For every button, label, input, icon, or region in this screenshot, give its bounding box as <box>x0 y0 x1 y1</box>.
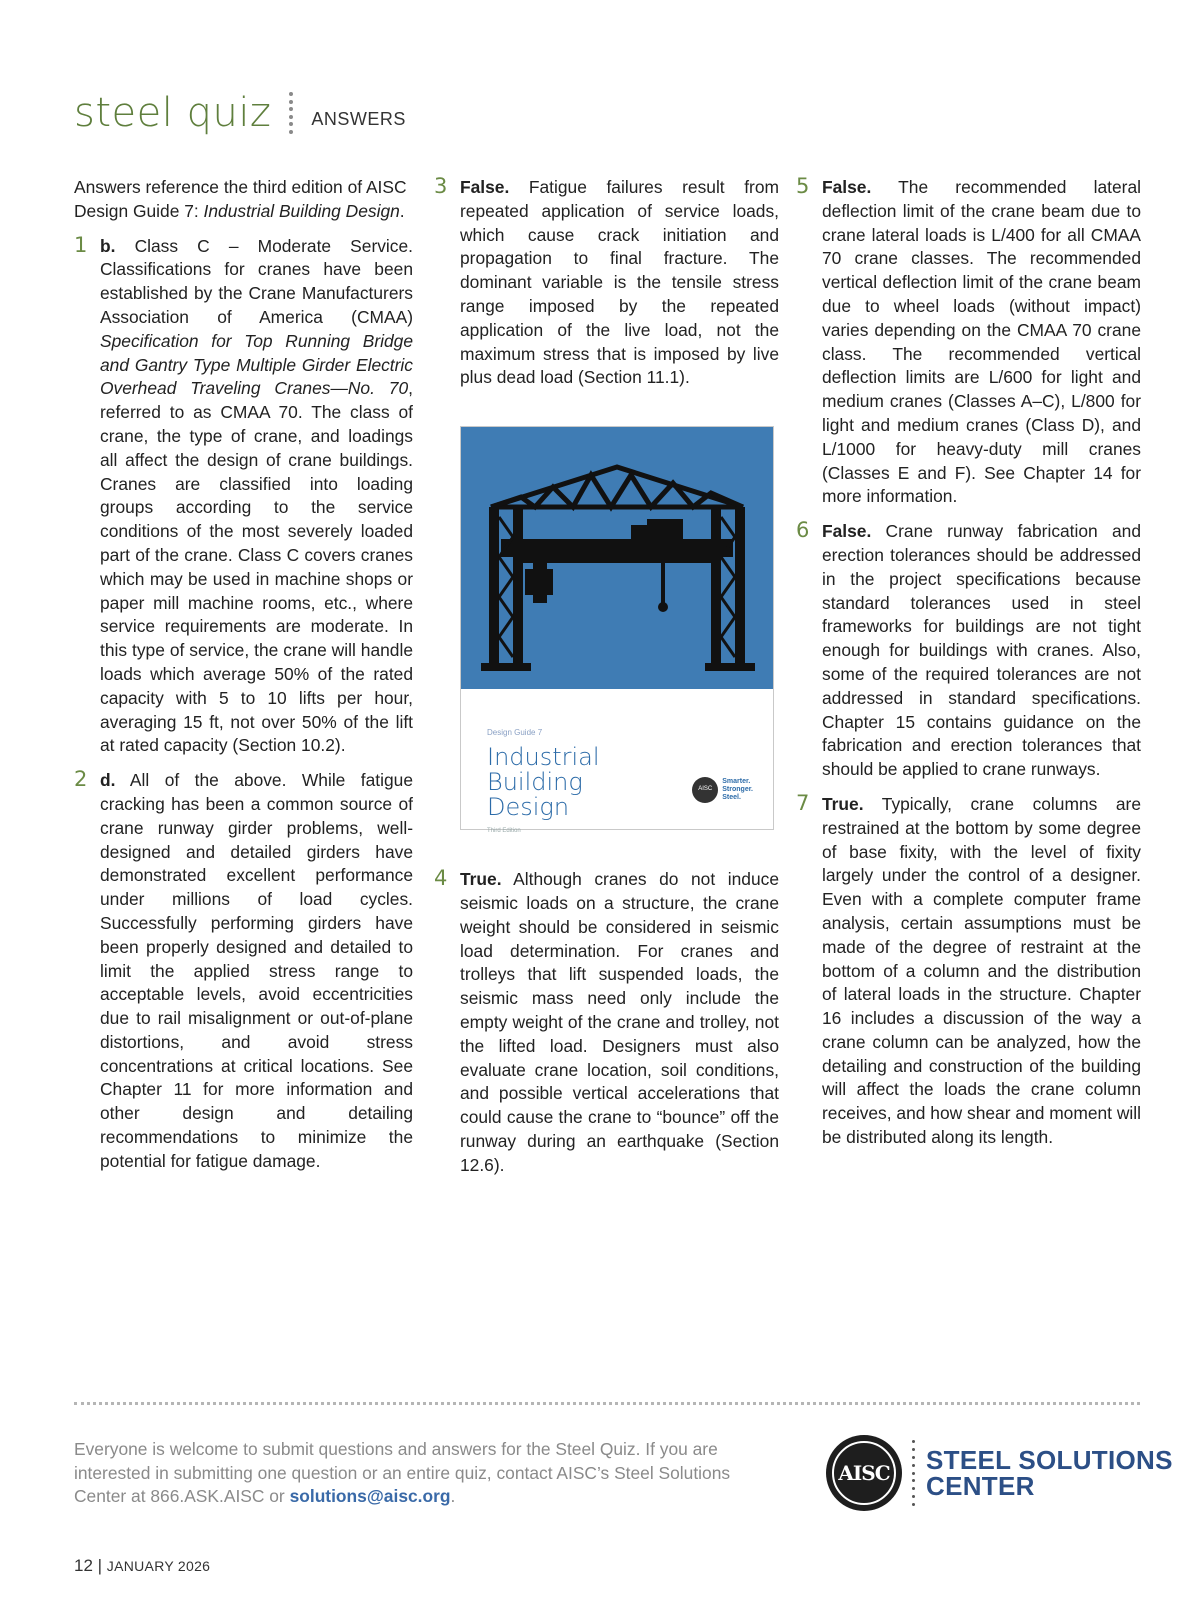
answer-7: 7 True. Typically, crane columns are restrained at the bottom by some degree of base fixity, with the level of fixity largely under the control of a designer. Even with a complete computer frame analysis, certain assumptions must be made of the degree of restraint at the bottom of a column and the distribution of lateral loads in the structure. Chapter 16 includes a discussion of the way a crane column can be analyzed, how the detailing and construction of the building will affect the loads the crane column receives, and how shear and moment will be distributed along its length. <box>796 790 1141 1148</box>
answer-lead: True. <box>822 793 864 814</box>
cover-title-line: Building <box>487 767 583 796</box>
answer-5: 5 False. The recommended lateral deflection limit of the crane beam due to crane lateral loads is L/400 for all CMAA 70 crane classes. The recommended vertical deflection limit of the crane beam due to wheel loads (without impact) varies depending on the CMAA 70 crane class. The recommended vertical deflection limits are L/600 for light and medium cranes (Classes A–C), L/800 for light and medium cranes (Class D), and L/1000 for heavy-duty mill cranes (Classes E and F). See Chapter 14 for more information. <box>796 174 1141 507</box>
answer-2: 2 d. All of the above. While fatigue cracking has been a common source of crane runway girder problems, well-designed and detailed girders have demonstrated excellent performance under millions of load cycles. Successfully performing girders have been properly designed and detailed to limit the applied stress range to acceptable levels, avoid eccentricities due to rail misalignment or out-of-plane distortions, and avoid stress concentrations at critical locations. See Chapter 11 for more information and other design and detailing recommendations to minimize the potential for fatigue damage. <box>74 767 413 1171</box>
logo-divider <box>912 1440 916 1506</box>
answer-lead: False. <box>460 177 510 197</box>
answer-6: 6 False. Crane runway fabrication and erection tolerances should be addressed in the project specifications because standard tolerances used in steel frameworks for buildings are not tight enough for buildings with cranes. Also, some of the required tolerances are not addressed in standard specifications. Chapter 15 contains guidance on the fabrication and erection tolerances that should be applied to crane runways. <box>796 518 1141 780</box>
page-title: steel quiz <box>74 90 272 136</box>
cover-title-block <box>487 721 600 844</box>
answer-number: 3 <box>434 174 448 198</box>
page-header <box>74 90 406 136</box>
logo-wordmark: STEEL SOLUTIONS CENTER <box>926 1445 1173 1501</box>
intro-paragraph: Answers reference the third edition of AISC Design Guide 7: Industrial Building Design. <box>74 177 407 221</box>
answer-number: 5 <box>796 174 810 198</box>
footer-divider <box>74 1402 1140 1405</box>
steel-solutions-center-logo <box>826 1435 1173 1511</box>
aisc-seal-icon: AISC <box>826 1435 902 1511</box>
column-2 <box>434 176 779 1178</box>
answer-number: 2 <box>74 767 88 792</box>
answer-lead: b. <box>100 235 116 256</box>
answer-number: 7 <box>796 790 810 815</box>
cover-series: Design Guide 7 <box>487 728 543 738</box>
page-number: 12 <box>74 1556 93 1575</box>
answer-lead: True. <box>460 869 502 890</box>
answer-lead: False. <box>822 521 872 542</box>
cover-title-line: Design <box>487 792 570 821</box>
header-divider <box>289 92 293 134</box>
page-folio: 12 | JANUARY 2026 <box>74 1556 211 1575</box>
cover-title-line: Industrial <box>487 742 600 771</box>
column-3 <box>796 176 1141 1150</box>
aisc-seal-icon: AISC <box>692 777 718 803</box>
answer-lead: False. <box>822 177 872 197</box>
cover-edition: Third Edition <box>487 827 521 834</box>
cover-tagline: Smarter. Stronger. Steel. <box>722 778 753 802</box>
cover-badge <box>692 777 753 803</box>
answer-number: 4 <box>434 866 448 891</box>
answer-1: 1 b. Class C – Moderate Service. Classifications for cranes have been established by the Crane Manufacturers Association of America (CMAA) Specification for Top Running Bridge and Gantry Type Multiple Girder Electric Overhead Traveling Cranes—No. 70, referred to as CMAA 70. The class of crane, the type of crane, and loadings all affect the design of crane buildings. Cranes are classified into loading groups according to the service conditions of the most severely loaded part of the crane. Class C covers cranes which may be used in machine shops or paper mill machine rooms, etc., where service requirements are moderate. In this type of service, the crane will handle loads which average 50% of the rated capacity with 5 to 10 lifts per hour, averaging 15 ft, not over 50% of the lift at rated capacity (Section 10.2). <box>74 232 413 756</box>
footer-note: Everyone is welcome to submit questions and answers for the Steel Quiz. If you are interested in submitting one question or an entire quiz, contact AISC’s Steel Solutions Center at 866.ASK.AISC or solutions@aisc.org. <box>74 1439 731 1506</box>
answer-number: 6 <box>796 518 810 543</box>
answer-4: 4 True. Although cranes do not induce seismic loads on a structure, the crane weight should be considered in seismic load determination. For cranes and trolleys that lift suspended loads, the seismic mass need only include the empty weight of the crane and trolley, not the lifted load. Designers must also evaluate crane location, soil conditions, and possible vertical accelerations that could cause the crane to “bounce” off the runway during an earthquake (Section 12.6). <box>434 866 779 1175</box>
answer-lead: d. <box>100 770 116 791</box>
email-link[interactable]: solutions@aisc.org <box>289 1486 451 1506</box>
issue-month: JANUARY 2026 <box>106 1558 211 1574</box>
answer-3: 3 False. Fatigue failures result from repeated application of service loads, which cause crack initiation and propagation to final fracture. The dominant variable is the tensile stress range imposed by the repeated application of the live load, not the maximum stress that is imposed by live plus dead load (Section 11.1). <box>434 174 779 388</box>
section-label: ANSWERS <box>311 108 406 129</box>
column-1 <box>74 176 413 1174</box>
answer-number: 1 <box>74 232 88 257</box>
book-cover-image <box>460 426 774 834</box>
